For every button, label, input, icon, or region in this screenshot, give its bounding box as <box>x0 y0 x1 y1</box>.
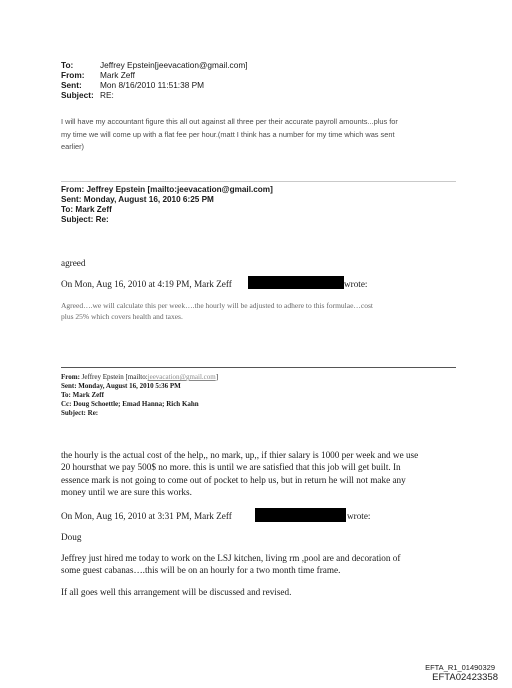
reply-agreed: agreed <box>61 258 86 268</box>
message-body-4 <box>61 552 400 577</box>
message-3-line-1: the hourly is the actual cost of the help,, no mark, up,, if thier salary is 1000 per week and we use <box>61 450 419 460</box>
header-3-from-label: From: <box>61 373 80 381</box>
message-4-line-3: If all goes well this arrangement will be discussed and revised. <box>61 587 292 597</box>
from-value: Mark Zeff <box>100 70 135 80</box>
to-value: Jeffrey Epstein[jeevacation@gmail.com] <box>100 60 248 70</box>
quote-header-2: On Mon, Aug 16, 2010 at 4:19 PM, Mark Zeff <box>61 279 232 289</box>
bates-number-2: EFTA02423358 <box>432 672 498 683</box>
header-2-to: To: Mark Zeff <box>61 205 112 214</box>
subject-value: RE: <box>100 90 114 100</box>
header-3-cc: Cc: Doug Schoettle; Emad Hanna; Rich Kahn <box>61 400 199 408</box>
forwarded-header-2 <box>61 185 273 225</box>
from-label: From: <box>61 70 85 80</box>
quote-header-3: On Mon, Aug 16, 2010 at 3:31 PM, Mark Zeff <box>61 511 232 521</box>
divider-2 <box>61 367 456 368</box>
message-4-line-1: Jeffrey just hired me today to work on the LSJ kitchen, living rm ,pool are and decoration of <box>61 553 401 563</box>
to-label: To: <box>61 60 74 70</box>
bates-number-1: EFTA_R1_01490329 <box>425 663 495 672</box>
sent-value: Mon 8/16/2010 11:51:38 PM <box>100 80 205 90</box>
quote-wrote-2: wrote: <box>344 279 368 289</box>
subject-label: Subject: <box>61 90 94 100</box>
header-2-sent: Sent: Monday, August 16, 2010 6:25 PM <box>61 195 214 204</box>
message-3-line-4: money until we are sure this works. <box>61 487 192 498</box>
message-1-line-1: I will have my accountant figure this all out against all three per their accurate payroll amounts...plus for <box>61 117 398 126</box>
message-body-1 <box>61 116 501 154</box>
header-3-from-link[interactable]: jeevacation@gmail.com <box>147 373 216 381</box>
redaction-box-2 <box>255 508 346 522</box>
header-2-subject: Subject: Re: <box>61 215 109 224</box>
header-3-to: To: Mark Zeff <box>61 391 104 399</box>
forwarded-header-3 <box>61 373 218 418</box>
header-3-from <box>61 373 218 382</box>
header-3-sent: Sent: Monday, August 16, 2010 5:36 PM <box>61 382 181 390</box>
quoted-2-line-2: plus 25% which covers health and taxes. <box>61 312 183 321</box>
divider-1 <box>61 181 456 182</box>
message-3-line-3: essence mark is not going to come out of pocket to help us, but in return he will not make any <box>61 474 406 485</box>
redaction-box-1 <box>248 276 344 289</box>
header-3-from-end: ] <box>215 373 219 381</box>
message-1-line-3: earlier) <box>61 142 84 151</box>
message-4-line-2: some guest cabanas….this will be on an hourly for a two month time frame. <box>61 565 341 576</box>
message-body-3 <box>61 449 418 499</box>
sent-label: Sent: <box>61 80 82 90</box>
message-3-line-2: 20 hoursthat we pay 500$ no more. this is until we are satisfied that this job will get built. In <box>61 462 401 473</box>
header-3-subject: Subject: Re: <box>61 409 99 417</box>
quoted-2-line-1: Agreed….we will calculate this per week….the hourly will be adjusted to adhere to this formulae…cost <box>61 301 373 310</box>
message-1-line-2: my time we will come up with a flat fee per hour.(matt I think has a number for my time which was sent <box>61 129 395 139</box>
quoted-text-2 <box>61 300 373 322</box>
header-3-from-name: Jeffrey Epstein [mailto: <box>81 373 148 381</box>
salutation: Doug <box>61 532 82 542</box>
quote-wrote-3: wrote: <box>347 511 371 521</box>
header-2-from: From: Jeffrey Epstein [mailto:jeevacation@gmail.com] <box>61 185 273 194</box>
